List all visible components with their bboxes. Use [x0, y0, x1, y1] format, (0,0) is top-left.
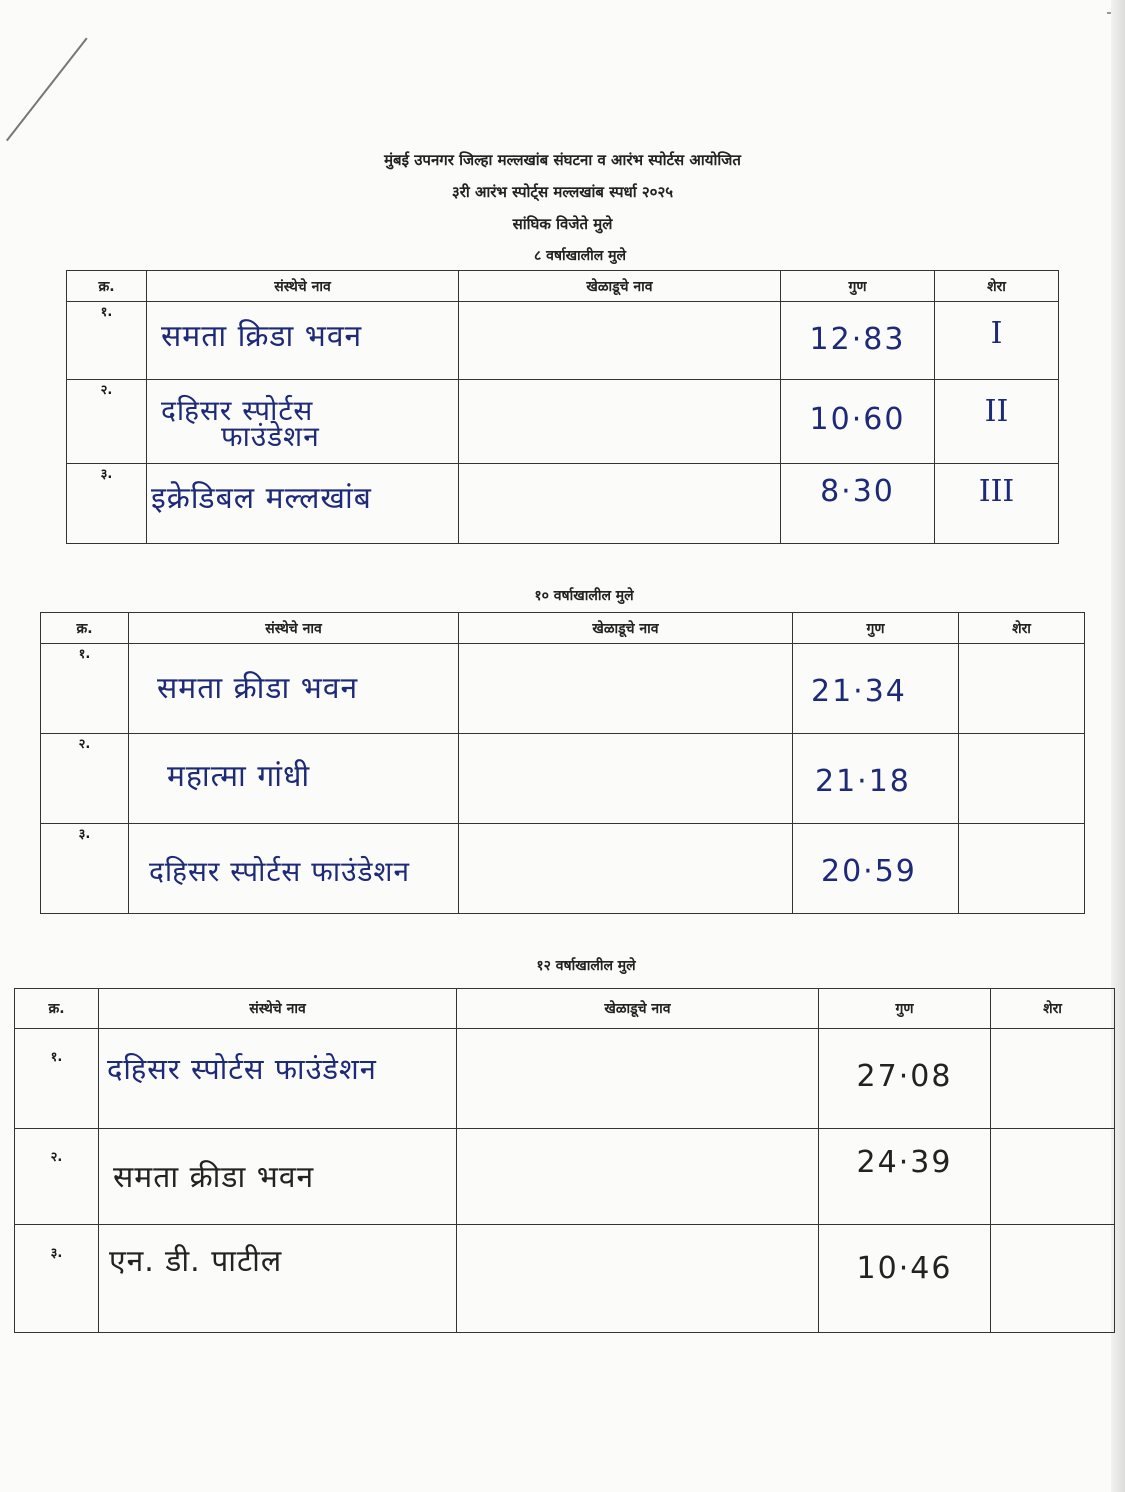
row-score [793, 824, 959, 914]
col-player-header: खेळाडूचे नाव [459, 613, 793, 644]
table-row [15, 1225, 1115, 1333]
institution-text: इक्रेडिबल मल्लखांब [151, 481, 372, 516]
row-sr: २. [67, 380, 147, 464]
row-institution [99, 1225, 457, 1333]
col-sr-header: क्र. [41, 613, 129, 644]
score-text: 24·39 [856, 1145, 953, 1180]
col-score-header: गुण [781, 271, 935, 302]
row-player [459, 734, 793, 824]
col-institution-header: संस्थेचे नाव [147, 271, 459, 302]
row-score [781, 302, 935, 380]
col-score-header: गुण [793, 613, 959, 644]
row-sr: ३. [67, 464, 147, 544]
institution-text: दहिसर स्पोर्टस [161, 394, 314, 427]
score-text: 10·60 [809, 402, 906, 437]
col-score-header: गुण [819, 989, 991, 1029]
row-score [819, 1029, 991, 1129]
col-institution-header: संस्थेचे नाव [129, 613, 459, 644]
score-text: 10·46 [856, 1251, 953, 1286]
institution-text: महात्मा गांधी [167, 759, 311, 794]
row-sr: १. [41, 644, 129, 734]
table-header-row [41, 613, 1085, 644]
row-remark [935, 380, 1059, 464]
table-u10 [40, 612, 1085, 914]
heading-line-1: मुंबई उपनगर जिल्हा मल्लखांब संघटना व आरंभ स्पोर्टस आयोजित [384, 151, 741, 169]
score-text: 21·18 [815, 764, 911, 799]
col-remark-header: शेरा [991, 989, 1115, 1029]
row-remark [935, 302, 1059, 380]
row-remark [991, 1129, 1115, 1225]
remark-text: III [978, 474, 1015, 509]
row-score [793, 734, 959, 824]
row-remark [935, 464, 1059, 544]
col-remark-header: शेरा [959, 613, 1085, 644]
table-row [41, 734, 1085, 824]
table-u8 [66, 270, 1059, 544]
row-institution [129, 734, 459, 824]
remark-text: I [990, 316, 1003, 351]
score-text: 21·34 [811, 674, 907, 709]
table-row [67, 380, 1059, 464]
row-institution [99, 1129, 457, 1225]
score-text: 8·30 [820, 474, 895, 509]
heading-line-3: सांघिक विजेते मुले [512, 215, 613, 233]
table-row [41, 824, 1085, 914]
row-sr: १. [67, 302, 147, 380]
score-text: 20·59 [821, 854, 917, 889]
col-player-header: खेळाडूचे नाव [459, 271, 781, 302]
col-remark-header: शेरा [935, 271, 1059, 302]
table-row [67, 464, 1059, 544]
row-remark [991, 1029, 1115, 1129]
row-sr: २. [41, 734, 129, 824]
remark-text: II [984, 394, 1009, 429]
row-institution [147, 464, 459, 544]
row-remark [959, 734, 1085, 824]
institution-text: समता क्रीडा भवन [157, 671, 359, 706]
table-row [41, 644, 1085, 734]
paper-fold-line [6, 38, 88, 142]
col-sr-header: क्र. [15, 989, 99, 1029]
row-player [459, 464, 781, 544]
table-header-row [67, 271, 1059, 302]
row-score [781, 464, 935, 544]
institution-text: दहिसर स्पोर्टस फाउंडेशन [149, 855, 411, 888]
section-title-u10: १० वर्षाखालील मुले [534, 588, 634, 604]
row-score [793, 644, 959, 734]
row-institution [147, 380, 459, 464]
table-u12 [14, 988, 1115, 1333]
institution-text-line2: फाउंडेशन [221, 420, 320, 453]
table-row [15, 1129, 1115, 1225]
row-score [781, 380, 935, 464]
table-row [15, 1029, 1115, 1129]
col-sr-header: क्र. [67, 271, 147, 302]
row-sr: ३. [15, 1225, 99, 1333]
row-remark [959, 824, 1085, 914]
row-player [457, 1129, 819, 1225]
table-row [67, 302, 1059, 380]
institution-text: समता क्रीडा भवन [113, 1160, 315, 1195]
institution-text: दहिसर स्पोर्टस फाउंडेशन [107, 1052, 377, 1086]
row-institution [129, 824, 459, 914]
col-institution-header: संस्थेचे नाव [99, 989, 457, 1029]
row-player [457, 1029, 819, 1129]
row-institution [129, 644, 459, 734]
section-title-u12: १२ वर्षाखालील मुले [536, 958, 636, 974]
row-player [459, 380, 781, 464]
row-sr: २. [15, 1129, 99, 1225]
row-player [457, 1225, 819, 1333]
row-remark [991, 1225, 1115, 1333]
row-institution [147, 302, 459, 380]
row-score [819, 1225, 991, 1333]
row-institution [99, 1029, 457, 1129]
heading-line-2: ३री आरंभ स्पोर्ट्स मल्लखांब स्पर्धा २०२५ [451, 183, 674, 201]
row-score [819, 1129, 991, 1225]
row-sr: १. [15, 1029, 99, 1129]
row-player [459, 824, 793, 914]
score-text: 12·83 [809, 322, 906, 357]
institution-text: एन. डी. पाटील [109, 1244, 283, 1279]
row-remark [959, 644, 1085, 734]
row-sr: ३. [41, 824, 129, 914]
row-player [459, 302, 781, 380]
col-player-header: खेळाडूचे नाव [457, 989, 819, 1029]
row-player [459, 644, 793, 734]
score-text: 27·08 [856, 1059, 953, 1094]
table-header-row [15, 989, 1115, 1029]
institution-text: समता क्रिडा भवन [161, 319, 363, 354]
section-title-u8: ८ वर्षाखालील मुले [533, 248, 627, 264]
